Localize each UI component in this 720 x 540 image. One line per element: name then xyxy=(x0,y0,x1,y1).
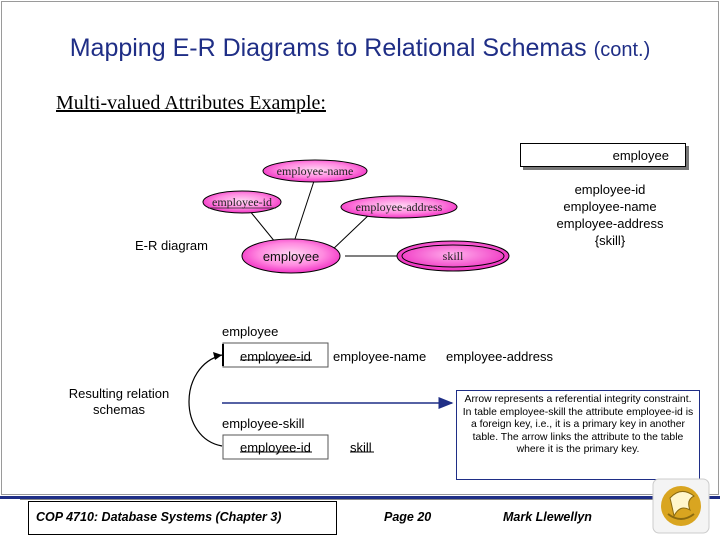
employee-address-text: employee-address xyxy=(355,200,443,214)
employee-table-name: employee xyxy=(222,324,279,339)
attr-skill: {skill} xyxy=(594,233,626,248)
attr-employee-address: employee-address xyxy=(556,216,664,231)
skill-text: skill xyxy=(442,249,464,263)
ucf-pegasus-logo-icon xyxy=(650,476,712,536)
title-main: Mapping E-R Diagrams to Relational Schemas xyxy=(69,34,587,62)
er-diagram-label: E-R diagram xyxy=(135,238,208,253)
employee-entity-text: employee xyxy=(262,249,320,264)
employee-attribute-list xyxy=(540,181,680,249)
footer-author: Mark Llewellyn xyxy=(503,510,592,524)
title-suffix: (cont.) xyxy=(593,39,651,61)
skill-table-col-id: employee-id xyxy=(240,440,311,455)
subtitle: Multi-valued Attributes Example: xyxy=(56,92,326,114)
employee-table-col-name: employee-name xyxy=(333,349,427,364)
attr-employee-name: employee-name xyxy=(563,199,657,214)
referential-curve-head xyxy=(213,352,222,360)
employee-table-col-address: employee-address xyxy=(446,349,553,364)
referential-integrity-note: Arrow represents a referential integrity constraint. In table employee-skill the attribute employee-id is a foreign key, i.e., it is a primary key in another table. The arrow links the attribute to the table where it is the primary key. xyxy=(456,390,700,480)
employee-id-text: employee-id xyxy=(212,195,272,209)
footer-page: Page 20 xyxy=(384,510,432,524)
link-address-employee xyxy=(330,212,372,252)
employee-table-col-id: employee-id xyxy=(240,349,311,364)
link-name-employee xyxy=(292,178,315,248)
employee-box xyxy=(520,143,686,167)
employee-box-header: employee xyxy=(612,148,669,163)
schemas-label: Resulting relation schemas xyxy=(68,386,170,417)
footer-course: COP 4710: Database Systems (Chapter 3) xyxy=(36,510,282,524)
referential-curve xyxy=(189,355,222,446)
employee-name-text: employee-name xyxy=(276,164,354,178)
skill-table-col-skill: skill xyxy=(350,440,372,455)
attr-employee-id: employee-id xyxy=(574,182,646,197)
footer xyxy=(0,496,720,540)
footer-rule xyxy=(20,499,680,500)
skill-table-name: employee-skill xyxy=(222,416,305,431)
